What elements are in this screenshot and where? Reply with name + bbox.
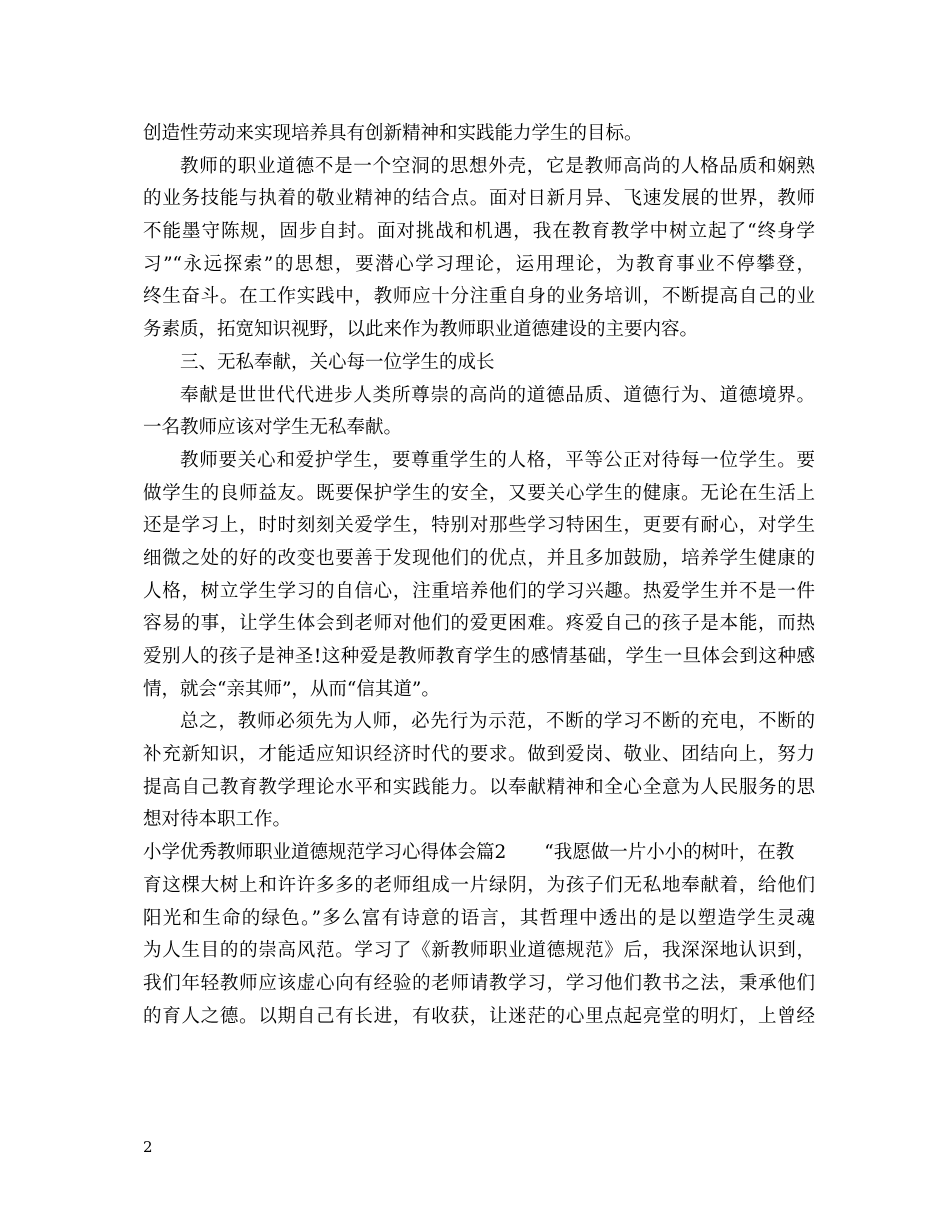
text-line: 终生奋斗。在工作实践中，教师应十分注重自身的业务培训，不断提高自己的业 — [143, 286, 815, 308]
text-line: 提高自己教育教学理论水平和实践能力。以奉献精神和全心全意为人民服务的思 — [143, 776, 815, 798]
text-line: 想对待本职工作。 — [143, 809, 292, 831]
text-line: 奉献是世世代代进步人类所尊崇的高尚的道德品质、道德行为、道德境界。 — [180, 384, 815, 406]
text-line: 还是学习上，时时刻刻关爱学生，特别对那些学习特困生，更要有耐心，对学生 — [143, 515, 815, 537]
text-line: 爱别人的孩子是神圣!这种爱是教师教育学生的感情基础，学生一旦体会到这种感 — [143, 646, 815, 667]
document-body — [143, 118, 815, 1033]
article-title-line — [143, 837, 815, 870]
text-line: 情，就会“亲其师”，从而“信其道”。 — [143, 678, 440, 700]
quote-opening: “我愿做一片小小的树叶，在教 — [544, 842, 795, 864]
text-line: 人格，树立学生学习的自信心，注重培养他们的学习兴趣。热爱学生并不是一件 — [143, 580, 815, 602]
text-line: 教师要关心和爱护学生，要尊重学生的人格，平等公正对待每一位学生。要 — [180, 449, 815, 471]
section-heading: 三、无私奉献，关心每一位学生的成长 — [180, 351, 495, 373]
text-line: 做学生的良师益友。既要保护学生的安全，又要关心学生的健康。无论在生活上 — [143, 482, 815, 504]
text-line: 一名教师应该对学生无私奉献。 — [143, 417, 403, 439]
text-line: 为人生目的的崇高风范。学习了《新教师职业道德规范》后，我深深地认识到， — [143, 940, 815, 962]
text-line: 容易的事，让学生体会到老师对他们的爱更困难。疼爱自己的孩子是本能，而热 — [143, 613, 815, 635]
text-line: 补充新知识，才能适应知识经济时代的要求。做到爱岗、敬业、团结向上，努力 — [143, 744, 815, 766]
text-line: 育这棵大树上和许许多多的老师组成一片绿阴，为孩子们无私地奉献着，给他们 — [143, 874, 815, 896]
text-line: 的育人之德。以期自己有长进，有收获，让迷茫的心里点起亮堂的明灯，上曾经 — [143, 1005, 815, 1027]
text-line: 我们年轻教师应该虚心向有经验的老师请教学习，学习他们教书之法，秉承他们 — [143, 972, 815, 994]
text-line: 教师的职业道德不是一个空洞的思想外壳，它是教师高尚的人格品质和娴熟 — [180, 155, 815, 177]
page-number: 2 — [143, 1138, 153, 1156]
text-line: 创造性劳动来实现培养具有创新精神和实践能力学生的目标。 — [143, 123, 643, 144]
article-title: 小学优秀教师职业道德规范学习心得体会篇2 — [143, 842, 507, 864]
text-line: 习”“永远探索”的思想，要潜心学习理论，运用理论，为教育事业不停攀登， — [143, 253, 815, 275]
text-line: 阳光和生命的绿色。”多么富有诗意的语言，其哲理中透出的是以塑造学生灵魂 — [143, 907, 815, 929]
text-line: 总之，教师必须先为人师，必先行为示范，不断的学习不断的充电，不断的 — [180, 711, 815, 733]
text-line: 不能墨守陈规，固步自封。面对挑战和机遇，我在教育教学中树立起了“终身学 — [143, 221, 815, 243]
text-line: 的业务技能与执着的敬业精神的结合点。面对日新月异、飞速发展的世界，教师 — [143, 188, 815, 210]
text-line: 务素质，拓宽知识视野，以此来作为教师职业道德建设的主要内容。 — [143, 319, 699, 341]
text-line: 细微之处的好的改变也要善于发现他们的优点，并且多加鼓励，培养学生健康的 — [143, 547, 815, 569]
